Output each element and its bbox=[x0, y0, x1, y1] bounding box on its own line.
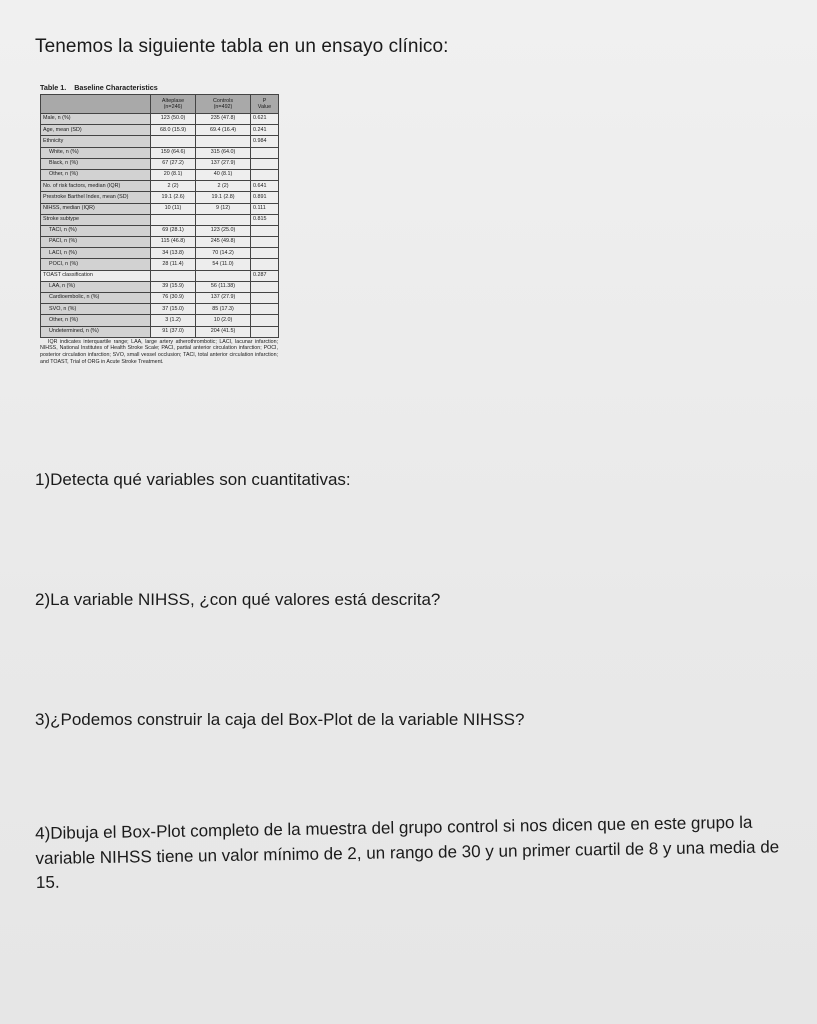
alteplase-value: 19.1 (2.6) bbox=[151, 192, 196, 203]
table-row bbox=[41, 158, 279, 169]
header-controls: Controls (n=492) bbox=[196, 95, 251, 114]
p-value bbox=[251, 259, 279, 270]
table-row bbox=[41, 192, 279, 203]
p-value bbox=[251, 248, 279, 259]
baseline-characteristics-table bbox=[40, 94, 279, 338]
table-row bbox=[41, 169, 279, 180]
p-value bbox=[251, 225, 279, 236]
table-row bbox=[41, 147, 279, 158]
table-row bbox=[41, 114, 279, 125]
alteplase-value: 76 (30.9) bbox=[151, 293, 196, 304]
table-row bbox=[41, 270, 279, 281]
controls-value: 315 (64.0) bbox=[196, 147, 251, 158]
p-value bbox=[251, 158, 279, 169]
table-title-text: Baseline Characteristics bbox=[74, 83, 158, 92]
controls-value: 10 (2.0) bbox=[196, 315, 251, 326]
p-value: 0.241 bbox=[251, 125, 279, 136]
row-label: NIHSS, median (IQR) bbox=[41, 203, 151, 214]
baseline-table-block bbox=[40, 83, 278, 365]
controls-value: 137 (27.9) bbox=[196, 158, 251, 169]
table-footnote: IQR indicates interquartile range; LAA, large artery atherothrombotic; LACI, lacunar infarction; NIHSS, National Institutes of Health Stroke Scale; PACI, partial anterior circulation infarction; POCI, posterior circulation infarction; SVO, small vessel occlusion; TACI, total anterior circulation infarction; and TOAST, Trial of ORG in Acute Stroke Treatment. bbox=[40, 338, 278, 365]
table-title bbox=[40, 83, 278, 92]
p-value bbox=[251, 237, 279, 248]
alteplase-value: 69 (28.1) bbox=[151, 225, 196, 236]
table-body bbox=[41, 114, 279, 338]
table-row bbox=[41, 326, 279, 337]
alteplase-value: 37 (15.0) bbox=[151, 304, 196, 315]
controls-value: 56 (11.38) bbox=[196, 281, 251, 292]
alteplase-value bbox=[151, 136, 196, 147]
header-blank bbox=[41, 95, 151, 114]
table-row bbox=[41, 125, 279, 136]
table-row bbox=[41, 293, 279, 304]
controls-value bbox=[196, 270, 251, 281]
header-alteplase: Alteplase (n=246) bbox=[151, 95, 196, 114]
question-3: 3)¿Podemos construir la caja del Box-Plot de la variable NIHSS? bbox=[35, 710, 525, 729]
p-value: 0.111 bbox=[251, 203, 279, 214]
alteplase-value: 123 (50.0) bbox=[151, 114, 196, 125]
controls-value: 137 (27.9) bbox=[196, 293, 251, 304]
question-2: 2)La variable NIHSS, ¿con qué valores está descrita? bbox=[35, 590, 441, 609]
row-label: Cardioembolic, n (%) bbox=[41, 293, 151, 304]
p-value: 0.287 bbox=[251, 270, 279, 281]
table-header-row bbox=[41, 95, 279, 114]
table-row bbox=[41, 225, 279, 236]
row-label: No. of risk factors, median (IQR) bbox=[41, 181, 151, 192]
alteplase-value: 91 (37.0) bbox=[151, 326, 196, 337]
controls-value: 204 (41.5) bbox=[196, 326, 251, 337]
alteplase-value bbox=[151, 270, 196, 281]
p-value: 0.815 bbox=[251, 214, 279, 225]
table-row bbox=[41, 181, 279, 192]
p-value: 0.891 bbox=[251, 192, 279, 203]
controls-value: 245 (49.8) bbox=[196, 237, 251, 248]
table-number: Table 1. bbox=[40, 83, 67, 92]
alteplase-value: 34 (13.8) bbox=[151, 248, 196, 259]
p-value bbox=[251, 304, 279, 315]
alteplase-value: 39 (15.9) bbox=[151, 281, 196, 292]
table-row bbox=[41, 281, 279, 292]
alteplase-value: 3 (1.2) bbox=[151, 315, 196, 326]
header-p-value: P Value bbox=[251, 95, 279, 114]
alteplase-value: 159 (64.6) bbox=[151, 147, 196, 158]
question-1: 1)Detecta qué variables son cuantitativas: bbox=[35, 470, 351, 489]
alteplase-value: 67 (27.2) bbox=[151, 158, 196, 169]
table-row bbox=[41, 304, 279, 315]
controls-value: 54 (11.0) bbox=[196, 259, 251, 270]
controls-value: 19.1 (2.8) bbox=[196, 192, 251, 203]
table-row bbox=[41, 136, 279, 147]
p-value: 0.641 bbox=[251, 181, 279, 192]
controls-value: 9 (12) bbox=[196, 203, 251, 214]
row-label: Ethnicity bbox=[41, 136, 151, 147]
row-label: SVO, n (%) bbox=[41, 304, 151, 315]
controls-value: 69.4 (16.4) bbox=[196, 125, 251, 136]
p-value bbox=[251, 326, 279, 337]
alteplase-value: 10 (11) bbox=[151, 203, 196, 214]
controls-value bbox=[196, 136, 251, 147]
table-row bbox=[41, 259, 279, 270]
controls-value: 85 (17.3) bbox=[196, 304, 251, 315]
table-row bbox=[41, 315, 279, 326]
controls-value: 235 (47.8) bbox=[196, 114, 251, 125]
row-label: Black, n (%) bbox=[41, 158, 151, 169]
controls-value bbox=[196, 214, 251, 225]
row-label: TOAST classification bbox=[41, 270, 151, 281]
row-label: Other, n (%) bbox=[41, 315, 151, 326]
alteplase-value: 28 (11.4) bbox=[151, 259, 196, 270]
p-value bbox=[251, 315, 279, 326]
controls-value: 123 (25.0) bbox=[196, 225, 251, 236]
alteplase-value: 20 (8.1) bbox=[151, 169, 196, 180]
controls-value: 40 (8.1) bbox=[196, 169, 251, 180]
p-value: 0.984 bbox=[251, 136, 279, 147]
p-value bbox=[251, 169, 279, 180]
row-label: TACI, n (%) bbox=[41, 225, 151, 236]
table-row bbox=[41, 203, 279, 214]
row-label: LACI, n (%) bbox=[41, 248, 151, 259]
table-row bbox=[41, 214, 279, 225]
table-row bbox=[41, 248, 279, 259]
p-value bbox=[251, 293, 279, 304]
intro-text: Tenemos la siguiente tabla en un ensayo clínico: bbox=[35, 36, 449, 57]
p-value bbox=[251, 147, 279, 158]
row-label: PACI, n (%) bbox=[41, 237, 151, 248]
alteplase-value: 2 (2) bbox=[151, 181, 196, 192]
controls-value: 70 (14.2) bbox=[196, 248, 251, 259]
row-label: White, n (%) bbox=[41, 147, 151, 158]
row-label: Prestroke Barthel Index, mean (SD) bbox=[41, 192, 151, 203]
alteplase-value: 115 (46.8) bbox=[151, 237, 196, 248]
row-label: LAA, n (%) bbox=[41, 281, 151, 292]
row-label: Male, n (%) bbox=[41, 114, 151, 125]
question-4: 4)Dibuja el Box-Plot completo de la muestra del grupo control si nos dicen que en este grupo la variable NIHSS tiene un valor mínimo de 2, un rango de 30 y un primer cuartil de 8 y una media de 15. bbox=[35, 812, 780, 893]
row-label: Undetermined, n (%) bbox=[41, 326, 151, 337]
row-label: Stroke subtype bbox=[41, 214, 151, 225]
row-label: Age, mean (SD) bbox=[41, 125, 151, 136]
p-value: 0.621 bbox=[251, 114, 279, 125]
alteplase-value bbox=[151, 214, 196, 225]
row-label: Other, n (%) bbox=[41, 169, 151, 180]
table-row bbox=[41, 237, 279, 248]
row-label: POCI, n (%) bbox=[41, 259, 151, 270]
p-value bbox=[251, 281, 279, 292]
controls-value: 2 (2) bbox=[196, 181, 251, 192]
alteplase-value: 68.0 (15.9) bbox=[151, 125, 196, 136]
